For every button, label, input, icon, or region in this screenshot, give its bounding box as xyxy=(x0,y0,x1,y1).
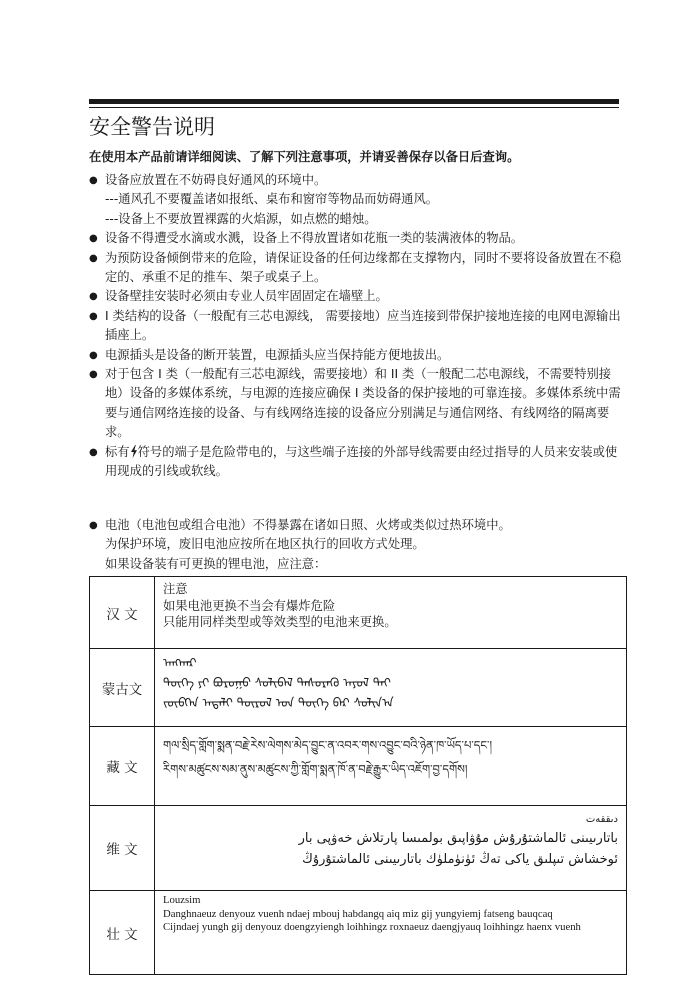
warning-line: 只能用同样类型或等效类型的电池来更换。 xyxy=(163,615,397,629)
lang-label: 汉 文 xyxy=(90,577,155,649)
header-rule-thick xyxy=(89,99,619,104)
battery-notes xyxy=(89,516,627,574)
warning-line: Cijndaej yungh gij denyouz doengzyiengh loihhingz roxnaeuz daengjyauq loihhingz haenx vuenh xyxy=(163,921,581,934)
warning-heading: Louzsim xyxy=(163,894,201,906)
warning-line: ᠲᠦᠭᠡ ᠶᠢ ᠪᠤᠷᠤᠭᠤ ᠰᠣᠯᠢᠪᠠᠯ ᠲᠡᠰᠦᠷᠡᠬᠦ ᠠᠶᠤᠯ ᠲᠠᠢ xyxy=(163,675,391,690)
sub-item: ---通风孔不要覆盖诸如报纸、桌布和窗帘等物品而妨碍通风。 xyxy=(105,192,439,207)
warning-heading: 注意 xyxy=(163,582,188,596)
lang-label: 蒙古文 xyxy=(90,649,155,727)
warning-content xyxy=(155,806,627,891)
table-row-zhuang xyxy=(90,891,627,975)
lang-label: 藏 文 xyxy=(90,727,155,806)
sub-item: 如果设备装有可更换的锂电池，应注意： xyxy=(105,556,327,571)
lang-label: 壮 文 xyxy=(90,891,155,975)
sub-item: ---设备上不要放置裸露的火焰源，如点燃的蜡烛。 xyxy=(105,211,377,226)
table-row-chinese xyxy=(90,577,627,649)
table-row-uyghur xyxy=(90,806,627,891)
table-row-tibetan xyxy=(90,727,627,806)
warning-line: ئوخشاش تىپلىق ياكى تەڭ ئۈنۈملۈك باتارىيىنى ئالماشتۇرۇڭ xyxy=(302,852,618,867)
warning-line: Danghnaeuz denyouz vuenh ndaej mbouj habdangq aiq miz gij yungyiemj fatseng bauqcaq xyxy=(163,907,553,920)
warning-content xyxy=(155,891,627,975)
list-item: ● 为预防设备倾倒带来的危险，请保证设备的任何边缘都在支撑物内，同时不要将设备放置在不稳定的、承重不足的推车、架子或桌子上。 xyxy=(89,249,627,288)
warning-content xyxy=(155,727,627,806)
warning-line: རིགས་མཚུངས་སམ་ནུས་མཚུངས་ཀྱི་གློག་སྨན་ཁོ་ན་བརྗེ་རྒྱུར་ཡིད་འཇོག་བྱ་དགོས། xyxy=(163,762,468,776)
lang-label: 维 文 xyxy=(90,806,155,891)
list-item: ● I 类结构的设备（一般配有三芯电源线， 需要接地）应当连接到带保护接地连接的电网电源输出插座上。 xyxy=(89,307,627,346)
warning-line: གལ་སྲིད་གློག་སྨན་བརྗེ་རེས་ལེགས་མེད་བྱུང་ན་འབར་གས་འབྱུང་བའི་ཉེན་ཁ་ཡོད་པ་དང་། xyxy=(163,738,493,752)
page-title: 安全警告说明 xyxy=(89,115,215,139)
list-item: ● 设备不得遭受水滴或水溅，设备上不得放置诸如花瓶一类的装满液体的物品。 xyxy=(89,229,627,248)
warning-heading: دىققەت xyxy=(585,814,618,825)
warning-line: باتارىيىنى ئالماشتۇرۇش مۇۋاپىق بولمىسا پارتلاش خەۋپى بار xyxy=(298,831,618,846)
hazard-text-before: 标有 xyxy=(105,444,130,459)
sub-item: 为保护环境，废旧电池应按所在地区执行的回收方式处理。 xyxy=(105,537,425,552)
lightning-bolt-icon xyxy=(130,445,138,458)
list-item-hazard xyxy=(89,443,627,482)
hazard-text-after: 符号的端子是危险带电的，与这些端子连接的外部导线需要由经过指导的人员来安装或使用现成的引线或软线。 xyxy=(105,444,618,479)
warning-line: 如果电池更换不当会有爆炸危险 xyxy=(163,598,336,613)
list-item: ● 电源插头是设备的断开装置，电源插头应当保持能方便地拔出。 xyxy=(89,346,627,365)
safety-list xyxy=(89,171,627,482)
warning-content xyxy=(155,649,627,727)
header-rule-thin xyxy=(89,107,619,108)
list-item: ● 设备壁挂安装时必须由专业人员牢固固定在墙壁上。 xyxy=(89,287,627,306)
list-item: ● 对于包含 I 类（一般配有三芯电源线，需要接地）和 II 类（一般配二芯电源线，不需要特别接地）设备的多媒体系统，与电源的连接应确保 I 类设备的保护接地的可靠连接。多媒体系统中需要与通信网络连接的设备、与有线网络连接的设备应分别满足与通信网络、有线网络的隔离要求。 xyxy=(89,365,627,443)
warning-content xyxy=(155,577,627,649)
battery-warning-table xyxy=(89,576,627,975)
list-item: ● 电池（电池包或组合电池）不得暴露在诸如日照、火烤或类似过热环境中。 xyxy=(89,516,627,535)
table-row-mongolian xyxy=(90,649,627,727)
warning-line: ᠵᠥᠪᠬᠡᠨ ᠠᠳᠠᠯᠢ ᠲᠥᠷᠥᠯ ᠤᠨ ᠲᠦᠭᠡ ᠪᠡᠷ ᠰᠣᠯᠢᠨ᠎ᠠ xyxy=(163,695,394,710)
intro-text: 在使用本产品前请详细阅读、了解下列注意事项，并请妥善保存以备日后查询。 xyxy=(89,150,520,164)
list-item: ● 设备应放置在不妨碍良好通风的环境中。 xyxy=(89,171,627,190)
warning-heading: ᠠᠩᠬᠠᠷ xyxy=(163,655,197,670)
